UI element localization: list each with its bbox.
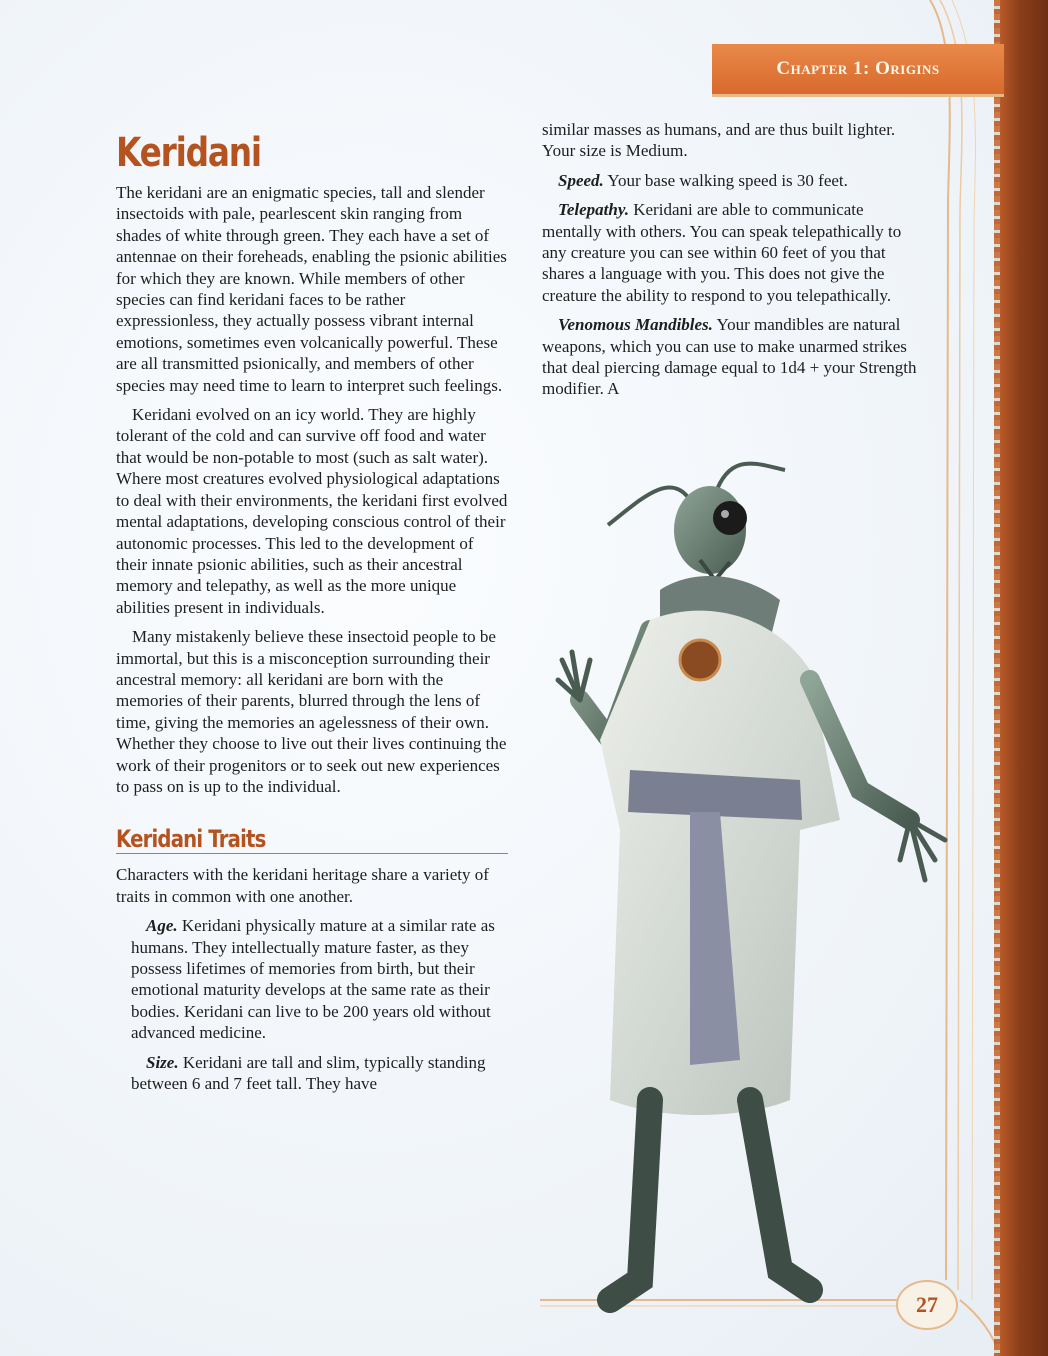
trait-telepathy <box>542 199 918 306</box>
trait-venomous-mandibles <box>542 314 918 400</box>
trait-age <box>131 915 508 1043</box>
trait-venom-name: Venomous Mandibles. <box>558 315 713 335</box>
trait-venom-text: Your mandibles are natural weapons, which you can use to make unarmed strikes that deal piercing damage equal to 1d4 + your Strength modifier. A <box>542 315 917 399</box>
right-column <box>542 119 918 408</box>
page-number: 27 <box>916 1292 938 1317</box>
traits-intro: Characters with the keridani heritage share a variety of traits in common with one another. <box>116 865 489 906</box>
trait-telepathy-text: Keridani are able to communicate mentally with others. You can speak telepathically to any creature you can see within 60 feet of you that shares a language with you. This does not give the creature the ability to respond to you telepathically. <box>542 200 902 305</box>
page-number-badge <box>896 1280 958 1330</box>
trait-age-name: Age. <box>146 916 178 936</box>
trait-size-name: Size. <box>146 1052 179 1072</box>
trait-speed <box>542 170 918 191</box>
memory-paragraph: Many mistakenly believe these insectoid people to be immortal, but this is a misconception surrounding their ancestral memory: all keridani are born with the memories of their parents, blurred through the lens of time, giving the memories an agelessness of their own. Whether they choose to live out their lives continuing the work of their progenitors or to seek out new experiences to pass on is up to the individual. <box>116 627 507 796</box>
trait-size-text: Keridani are tall and slim, typically standing between 6 and 7 feet tall. They have <box>131 1052 486 1094</box>
chapter-banner <box>712 44 1004 97</box>
trait-telepathy-name: Telepathy. <box>558 200 629 220</box>
intro-paragraph: The keridani are an enigmatic species, tall and slender insectoids with pale, pearlescent skin ranging from shades of white through green. They each have a set of antennae on their foreheads, enabling the psionic abilities for which they are known. While members of other species can find keridani faces to be rather expressionless, they actually possess vibrant internal emotions, sometimes even volcanically powerful. These are all transmitted psionically, and members of other species may need time to learn to interpret such feelings. <box>116 183 507 395</box>
chapter-title: Chapter 1: Origins <box>776 58 940 79</box>
size-continued: similar masses as humans, and are thus built lighter. Your size is Medium. <box>542 120 896 161</box>
left-column <box>116 120 508 1102</box>
trait-age-text: Keridani physically mature at a similar rate as humans. They intellectually mature faster, as they possess lifetimes of memories from birth, but their emotional maturity develops at the same rate as their bodies. Keridani can live to be 200 years old without advanced medicine. <box>131 916 495 1043</box>
evolution-paragraph: Keridani evolved on an icy world. They are highly tolerant of the cold and can survive off food and water that would be non-potable to most (such as salt water). Where most creatures evolved physiological adaptations to deal with their environments, the keridani first evolved mental adaptations, developing conscious control of their autonomic processes. This led to the development of their innate psionic abilities, such as their ancestral memory and telepathy, as well as the more unique abilities present in individuals. <box>116 405 508 617</box>
right-page-border <box>1000 0 1048 1356</box>
keridani-illustration <box>540 440 980 1320</box>
trait-speed-text: Your base walking speed is 30 feet. <box>603 170 848 190</box>
traits-heading <box>116 825 508 854</box>
traits-heading-text: Keridani Traits <box>116 825 266 854</box>
page-title: Keridani <box>116 130 261 176</box>
trait-speed-name: Speed. <box>558 170 604 190</box>
trait-size <box>131 1052 508 1095</box>
